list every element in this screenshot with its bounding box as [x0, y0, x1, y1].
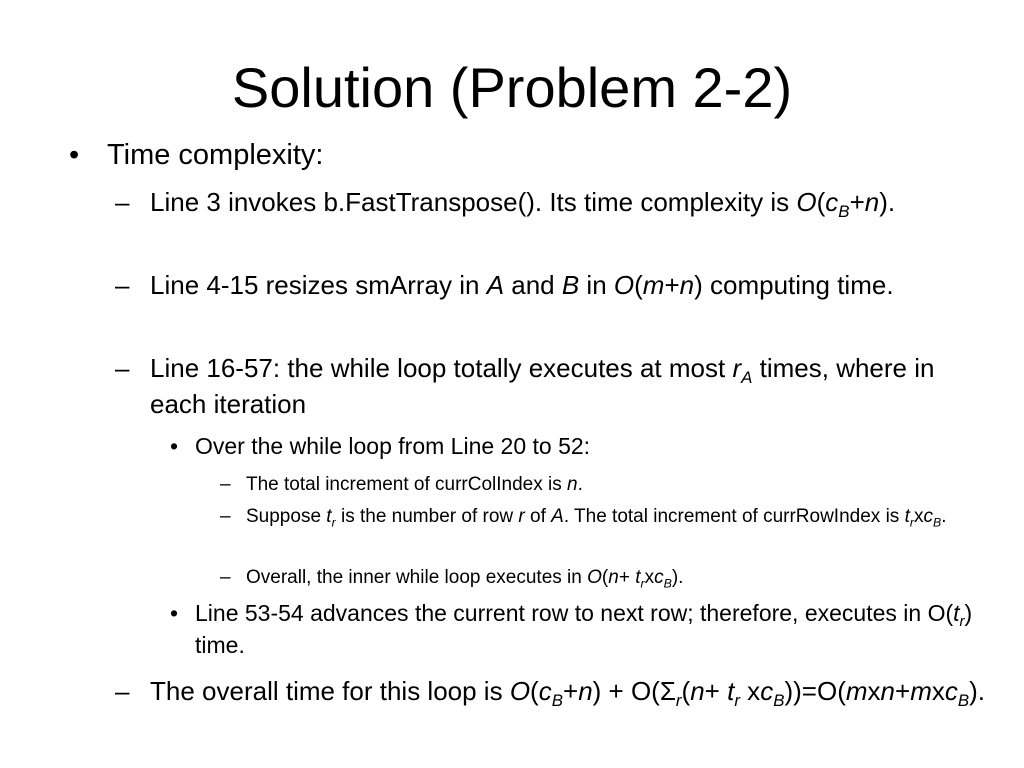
- var-n: n: [567, 474, 578, 495]
- line53-end: ) time.: [195, 600, 973, 658]
- sub-b: B: [663, 576, 672, 591]
- times-x: x: [739, 676, 761, 706]
- overall-loop-text: The overall time for this loop is: [150, 676, 510, 706]
- var-m: m: [910, 676, 932, 706]
- var-n: n: [679, 270, 695, 300]
- var-t: t: [953, 600, 960, 626]
- sub-r: r: [331, 515, 336, 530]
- text-and: and: [504, 270, 562, 300]
- total-inc-text: The total increment of currColIndex is: [246, 474, 568, 495]
- dash-marker: –: [115, 676, 130, 706]
- bullet-line53-54: [170, 597, 995, 661]
- slide-title: Solution (Problem 2-2): [231, 56, 793, 119]
- plus: +: [704, 676, 728, 706]
- paren: ).: [969, 676, 986, 706]
- paren: (: [634, 270, 643, 300]
- dash-line16-57: [115, 350, 990, 422]
- sub-b: B: [773, 690, 785, 710]
- var-m: m: [845, 676, 868, 706]
- var-r: r: [518, 506, 525, 527]
- var-b: B: [561, 270, 580, 300]
- var-c: c: [760, 676, 774, 706]
- sub-b: B: [838, 201, 850, 221]
- suppose-text-b: is the number of row: [335, 506, 519, 527]
- var-r: r: [732, 353, 742, 383]
- var-t: t: [904, 506, 910, 527]
- overall-loop-b: ) + O(Σ: [592, 676, 676, 706]
- period: .: [577, 474, 583, 495]
- suppose-text-d: . The total increment of currRowIndex is: [563, 506, 905, 527]
- plus: +: [664, 270, 680, 300]
- paren: ): [694, 270, 703, 300]
- var-c: c: [538, 676, 552, 706]
- var-t: t: [635, 567, 641, 588]
- bullet-time-complexity: [69, 138, 324, 172]
- times-x: x: [931, 676, 945, 706]
- var-n: n: [864, 187, 880, 217]
- line4-rest: computing time.: [702, 270, 894, 300]
- var-m: m: [642, 270, 665, 300]
- suppose-text: Suppose: [246, 506, 327, 527]
- time-complexity-label: Time complexity:: [107, 139, 324, 171]
- paren: (: [816, 187, 826, 217]
- text-of: of: [524, 506, 552, 527]
- line4-text: Line 4-15 resizes smArray in: [150, 270, 487, 300]
- sub-b: B: [551, 690, 563, 710]
- line53-text: Line 53-54 advances the current row to next row; therefore, executes in O(: [195, 600, 954, 626]
- var-n: n: [578, 676, 593, 706]
- var-n: n: [880, 676, 895, 706]
- dash-marker: –: [115, 353, 130, 383]
- line3-text: Line 3 invokes b.FastTranspose(). Its time complexity is: [150, 187, 797, 217]
- bullet-marker: •: [170, 600, 179, 626]
- overall-inner-text: Overall, the inner while loop executes in: [246, 567, 588, 588]
- big-o: O: [613, 270, 635, 300]
- times-x: x: [644, 567, 655, 588]
- dash-marker: –: [220, 474, 231, 495]
- dash-marker: –: [220, 506, 231, 527]
- line16-text: Line 16-57: the while loop totally executes at most: [150, 353, 733, 383]
- plus: +: [849, 187, 865, 217]
- times-x: x: [867, 676, 881, 706]
- over-text: Over the while loop from Line 20 to 52:: [195, 433, 591, 459]
- sub-r: r: [734, 690, 740, 710]
- line16-rest: times, where in each iteration: [150, 353, 935, 419]
- plus: +: [618, 567, 636, 588]
- var-c: c: [654, 567, 664, 588]
- dash-line3: [115, 184, 990, 221]
- var-c: c: [825, 187, 839, 217]
- paren: (: [530, 676, 539, 706]
- var-a: A: [551, 506, 564, 527]
- dash-overall-inner: [220, 563, 986, 592]
- period: .: [941, 506, 947, 527]
- var-a: A: [486, 270, 505, 300]
- overall-loop-d: ))=O(: [784, 676, 846, 706]
- var-t: t: [727, 676, 735, 706]
- paren: (: [601, 567, 609, 588]
- bullet-marker: •: [69, 139, 80, 171]
- paren: ).: [879, 187, 896, 217]
- dash-overall-loop: [115, 673, 990, 710]
- dash-suppose: [220, 502, 986, 531]
- dash-line4-15: [115, 267, 990, 303]
- sub-b: B: [932, 515, 942, 530]
- times-x: x: [913, 506, 924, 527]
- bullet-marker: •: [170, 433, 179, 459]
- plus: +: [563, 676, 579, 706]
- sub-r: r: [909, 515, 914, 530]
- paren: (: [681, 676, 691, 706]
- dash-marker: –: [115, 187, 130, 217]
- big-o: O: [587, 567, 602, 588]
- sub-a: A: [741, 367, 753, 387]
- sub-r: r: [640, 576, 645, 591]
- text-in: in: [579, 270, 614, 300]
- sub-b: B: [957, 690, 970, 710]
- big-o: O: [509, 676, 531, 706]
- dash-marker: –: [220, 567, 231, 588]
- dash-total-increment: [220, 470, 986, 499]
- dash-marker: –: [115, 270, 130, 300]
- var-t: t: [326, 506, 332, 527]
- var-c: c: [944, 676, 958, 706]
- paren: ).: [671, 567, 684, 588]
- var-n: n: [608, 567, 619, 588]
- sub-r: r: [959, 613, 965, 631]
- var-c: c: [923, 506, 933, 527]
- plus: +: [895, 676, 911, 706]
- bullet-over-while-loop: [170, 430, 995, 462]
- sub-r: r: [675, 690, 682, 710]
- big-o: O: [796, 187, 817, 217]
- var-n: n: [690, 676, 705, 706]
